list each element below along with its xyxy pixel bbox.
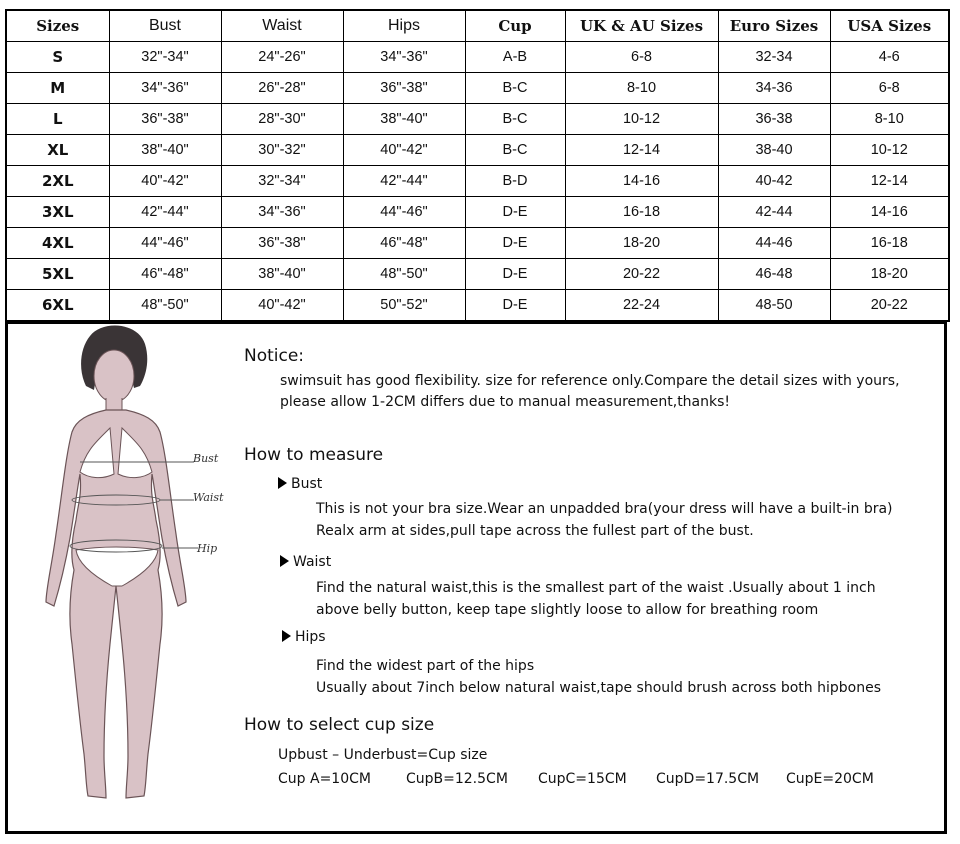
cell-euro: 40-42 — [718, 166, 830, 197]
cup-value-e: CupE=20CM — [786, 771, 874, 787]
cup-value-c: CupC=15CM — [538, 771, 627, 787]
cell-bust: 40"-42" — [109, 166, 221, 197]
cell-size: 2XL — [6, 166, 109, 197]
table-row — [6, 135, 949, 166]
cell-usa: 10-12 — [830, 135, 949, 166]
cell-bust: 32"-34" — [109, 42, 221, 73]
table-row — [6, 228, 949, 259]
cell-euro: 48-50 — [718, 290, 830, 322]
cell-usa: 18-20 — [830, 259, 949, 290]
cell-cup: A-B — [465, 42, 565, 73]
hips-heading — [282, 629, 326, 645]
cell-usa: 20-22 — [830, 290, 949, 322]
cell-cup: B-D — [465, 166, 565, 197]
cell-cup: D-E — [465, 197, 565, 228]
waist-heading-label: Waist — [293, 554, 332, 570]
header-bust: Bust — [109, 10, 221, 42]
cell-size: 5XL — [6, 259, 109, 290]
cell-usa: 4-6 — [830, 42, 949, 73]
size-chart-table — [5, 9, 950, 322]
triangle-bullet-icon — [280, 555, 289, 567]
cell-uk-au: 12-14 — [565, 135, 718, 166]
cell-usa: 12-14 — [830, 166, 949, 197]
table-row — [6, 290, 949, 322]
triangle-bullet-icon — [278, 477, 287, 489]
notice-line-2: please allow 1-2CM differs due to manual measurement,thanks! — [280, 394, 731, 410]
cell-cup: D-E — [465, 290, 565, 322]
cell-cup: B-C — [465, 73, 565, 104]
cell-uk-au: 18-20 — [565, 228, 718, 259]
waist-line-1: Find the natural waist,this is the smallest part of the waist .Usually about 1 inch — [316, 580, 876, 596]
header-cup: Cup — [465, 10, 565, 42]
cell-euro: 34-36 — [718, 73, 830, 104]
bust-line-1: This is not your bra size.Wear an unpadded bra(your dress will have a built-in bra) — [316, 501, 893, 517]
cell-uk-au: 22-24 — [565, 290, 718, 322]
cell-cup: B-C — [465, 104, 565, 135]
cell-bust: 46"-48" — [109, 259, 221, 290]
cell-waist: 40"-42" — [221, 290, 343, 322]
header-hips: Hips — [343, 10, 465, 42]
cup-value-d: CupD=17.5CM — [656, 771, 760, 787]
cell-waist: 26"-28" — [221, 73, 343, 104]
figure-label-hip: Hip — [197, 542, 218, 555]
header-uk-au-sizes: UK & AU Sizes — [565, 10, 718, 42]
cell-waist: 34"-36" — [221, 197, 343, 228]
cell-waist: 36"-38" — [221, 228, 343, 259]
figure-label-waist: Waist — [193, 491, 224, 504]
cup-size-title: How to select cup size — [244, 715, 435, 735]
cup-value-a: Cup A=10CM — [278, 771, 371, 787]
notice-line-1: swimsuit has good flexibility. size for reference only.Compare the detail sizes with yours, — [280, 373, 900, 389]
cell-uk-au: 6-8 — [565, 42, 718, 73]
cell-hips: 34"-36" — [343, 42, 465, 73]
cell-bust: 36"-38" — [109, 104, 221, 135]
hips-heading-label: Hips — [295, 629, 326, 645]
cell-uk-au: 16-18 — [565, 197, 718, 228]
cell-waist: 32"-34" — [221, 166, 343, 197]
body-measurement-figure — [30, 324, 230, 834]
cell-size: XL — [6, 135, 109, 166]
table-row — [6, 197, 949, 228]
cell-euro: 36-38 — [718, 104, 830, 135]
cell-hips: 36"-38" — [343, 73, 465, 104]
cell-size: L — [6, 104, 109, 135]
how-to-measure-title: How to measure — [244, 445, 384, 465]
cell-bust: 42"-44" — [109, 197, 221, 228]
table-row — [6, 259, 949, 290]
cell-hips: 42"-44" — [343, 166, 465, 197]
header-usa-sizes: USA Sizes — [830, 10, 949, 42]
measurement-guide-panel — [5, 321, 947, 834]
bust-line-2: Realx arm at sides,pull tape across the fullest part of the bust. — [316, 523, 754, 539]
bust-heading-label: Bust — [291, 476, 323, 492]
cell-waist: 28"-30" — [221, 104, 343, 135]
cell-cup: B-C — [465, 135, 565, 166]
header-waist: Waist — [221, 10, 343, 42]
cell-hips: 46"-48" — [343, 228, 465, 259]
cell-size: M — [6, 73, 109, 104]
cell-bust: 38"-40" — [109, 135, 221, 166]
cup-formula: Upbust – Underbust=Cup size — [278, 747, 488, 763]
cell-waist: 38"-40" — [221, 259, 343, 290]
cell-waist: 24"-26" — [221, 42, 343, 73]
cell-waist: 30"-32" — [221, 135, 343, 166]
cell-euro: 46-48 — [718, 259, 830, 290]
cell-hips: 44"-46" — [343, 197, 465, 228]
cell-uk-au: 20-22 — [565, 259, 718, 290]
cell-uk-au: 10-12 — [565, 104, 718, 135]
cell-usa: 16-18 — [830, 228, 949, 259]
cup-value-b: CupB=12.5CM — [406, 771, 508, 787]
cell-bust: 44"-46" — [109, 228, 221, 259]
cell-euro: 44-46 — [718, 228, 830, 259]
table-header-row — [6, 10, 949, 42]
cell-usa: 14-16 — [830, 197, 949, 228]
bust-heading — [278, 476, 322, 492]
cell-cup: D-E — [465, 228, 565, 259]
cell-bust: 48"-50" — [109, 290, 221, 322]
cell-hips: 40"-42" — [343, 135, 465, 166]
header-sizes: Sizes — [6, 10, 109, 42]
table-row — [6, 42, 949, 73]
cell-uk-au: 14-16 — [565, 166, 718, 197]
cell-uk-au: 8-10 — [565, 73, 718, 104]
cell-size: 4XL — [6, 228, 109, 259]
cell-size: S — [6, 42, 109, 73]
table-row — [6, 73, 949, 104]
cell-size: 3XL — [6, 197, 109, 228]
hips-line-2: Usually about 7inch below natural waist,tape should brush across both hipbones — [316, 680, 881, 696]
cell-usa: 8-10 — [830, 104, 949, 135]
cell-usa: 6-8 — [830, 73, 949, 104]
hips-line-1: Find the widest part of the hips — [316, 658, 535, 674]
triangle-bullet-icon — [282, 630, 291, 642]
cell-euro: 32-34 — [718, 42, 830, 73]
cell-cup: D-E — [465, 259, 565, 290]
cell-bust: 34"-36" — [109, 73, 221, 104]
waist-line-2: above belly button, keep tape slightly loose to allow for breathing room — [316, 602, 819, 618]
body-silhouette — [46, 410, 186, 798]
cell-size: 6XL — [6, 290, 109, 322]
figure-label-bust: Bust — [193, 452, 219, 465]
waist-heading — [280, 554, 331, 570]
head-shape — [94, 350, 134, 402]
notice-title: Notice: — [244, 346, 305, 366]
cell-hips: 50"-52" — [343, 290, 465, 322]
table-row — [6, 104, 949, 135]
table-row — [6, 166, 949, 197]
header-euro-sizes: Euro Sizes — [718, 10, 830, 42]
cell-euro: 42-44 — [718, 197, 830, 228]
cell-euro: 38-40 — [718, 135, 830, 166]
cell-hips: 48"-50" — [343, 259, 465, 290]
cell-hips: 38"-40" — [343, 104, 465, 135]
